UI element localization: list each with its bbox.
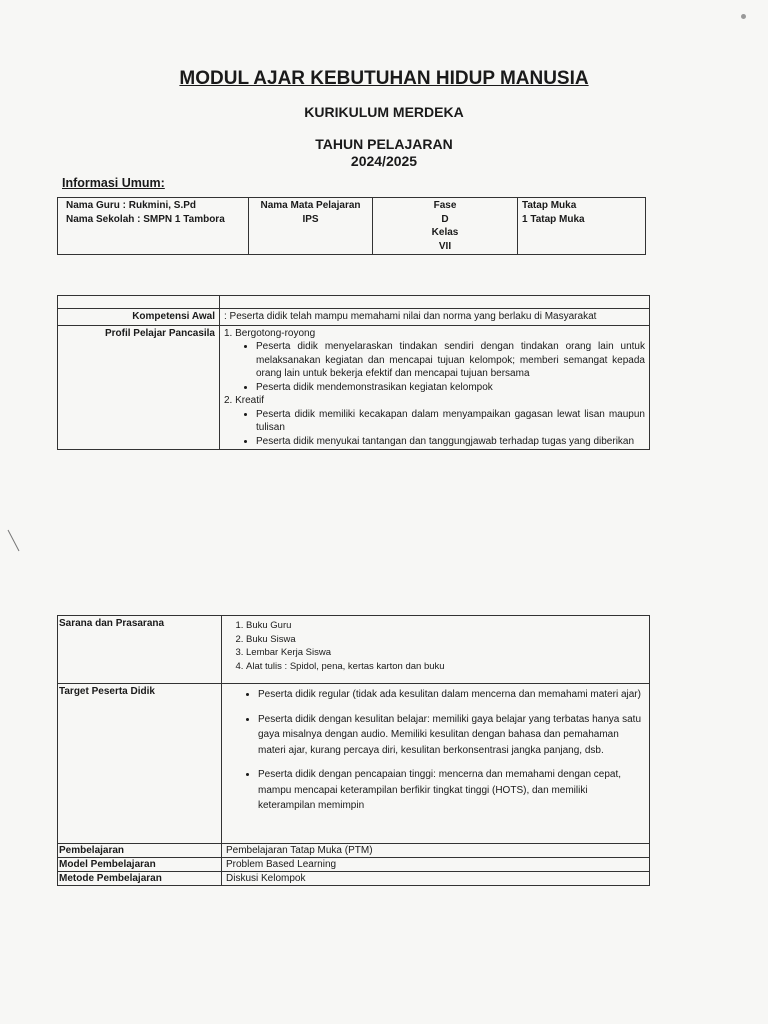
profile-item: • Peserta didik menyelaraskan tindakan sendiri dengan tindakan orang lain untuk melaksanakan kegiatan dan mencapai tujuan kelompok; memberi semangat kepada orang lain untuk bekerja efektif dan mencapai tujuan bersama xyxy=(256,340,645,381)
profile-title-2: 2. Kreatif xyxy=(224,395,265,406)
facilities-content xyxy=(222,616,650,684)
learning-label: Pembelajaran xyxy=(58,844,222,858)
teacher-school-cell xyxy=(58,198,249,255)
facility-item: 2. Buku Siswa xyxy=(246,633,645,647)
model-value: Problem Based Learning xyxy=(222,858,650,872)
meeting-cell xyxy=(518,198,646,255)
teacher-name: Nama Guru : Rukmini, S.Pd xyxy=(66,200,197,211)
facility-item: 4. Alat tulis : Spidol, pena, kertas karton dan buku xyxy=(246,660,645,674)
document-title: MODUL AJAR KEBUTUHAN HIDUP MANUSIA xyxy=(179,68,589,89)
profile-content xyxy=(220,325,650,450)
method-label: Metode Pembelajaran xyxy=(58,872,222,886)
method-value: Diskusi Kelompok xyxy=(222,872,650,886)
phase-label: Fase xyxy=(433,200,457,211)
target-item: • Peserta didik dengan pencapaian tinggi: mencerna dan memahami dengan cepat, mampu mencapai keterampilan berfikir tingkat tinggi (HOTS), dan memiliki keterampilan memimpin xyxy=(258,767,645,814)
initial-competency-text: : Peserta didik telah mampu memahami nilai dan norma yang berlaku di Masyarakat xyxy=(220,309,650,326)
phase-value: D xyxy=(441,213,449,225)
scan-mark xyxy=(6,528,22,554)
profile-label: Profil Pelajar Pancasila xyxy=(58,325,220,450)
general-info-table xyxy=(57,197,646,255)
model-label: Model Pembelajaran xyxy=(58,858,222,872)
profile-list-2 xyxy=(224,408,645,449)
meeting-value: 1 Tatap Muka xyxy=(522,213,585,225)
subject-label: Nama Mata Pelajaran xyxy=(260,200,361,211)
learning-table xyxy=(57,615,650,886)
empty-header-left xyxy=(58,296,220,309)
profile-item: • Peserta didik menyukai tantangan dan tanggungjawab terhadap tugas yang diberikan xyxy=(256,435,645,449)
facility-item: 3. Lembar Kerja Siswa xyxy=(246,646,645,660)
profile-item: • Peserta didik mendemonstrasikan kegiatan kelompok xyxy=(256,381,645,395)
empty-header-right xyxy=(220,296,650,309)
targets-label: Target Peserta Didik xyxy=(58,684,222,844)
facilities-list xyxy=(226,619,645,673)
subject-value: IPS xyxy=(302,213,319,225)
facility-item: 1. Buku Guru xyxy=(246,619,645,633)
phase-cell xyxy=(373,198,518,255)
profile-item: • Peserta didik memiliki kecakapan dalam menyampaikan gagasan lewat lisan maupun tulisan xyxy=(256,408,645,435)
class-value: VII xyxy=(438,240,452,252)
profile-list-1 xyxy=(224,340,645,394)
curriculum-heading: KURIKULUM MERDEKA xyxy=(304,104,464,120)
profile-title-1: 1. Bergotong-royong xyxy=(224,327,316,339)
initial-competency-label: Kompetensi Awal xyxy=(58,309,220,326)
school-name: Nama Sekolah : SMPN 1 Tambora xyxy=(66,213,225,225)
facilities-label: Sarana dan Prasarana xyxy=(58,616,222,684)
targets-list xyxy=(226,687,645,814)
class-label: Kelas xyxy=(431,227,459,238)
target-item: • Peserta didik dengan kesulitan belajar: memiliki gaya belajar yang terbatas hanya satu gaya misalnya dengan audio. Memiliki kesulitan dengan bahasa dan pemahaman materi ajar, kurang percaya diri, kesulitan berkonsentrasi jangka panjang, dsb. xyxy=(258,712,645,759)
competency-table xyxy=(57,295,650,450)
subject-cell xyxy=(249,198,373,255)
target-item: • Peserta didik regular (tidak ada kesulitan dalam mencerna dan memahami materi ajar) xyxy=(258,687,645,703)
info-heading: Informasi Umum: xyxy=(62,176,165,190)
learning-value: Pembelajaran Tatap Muka (PTM) xyxy=(222,844,650,858)
scan-dot xyxy=(741,14,746,19)
year-value: 2024/2025 xyxy=(350,153,418,169)
year-label: TAHUN PELAJARAN xyxy=(315,136,453,152)
meeting-label: Tatap Muka xyxy=(522,200,577,211)
targets-content xyxy=(222,684,650,844)
